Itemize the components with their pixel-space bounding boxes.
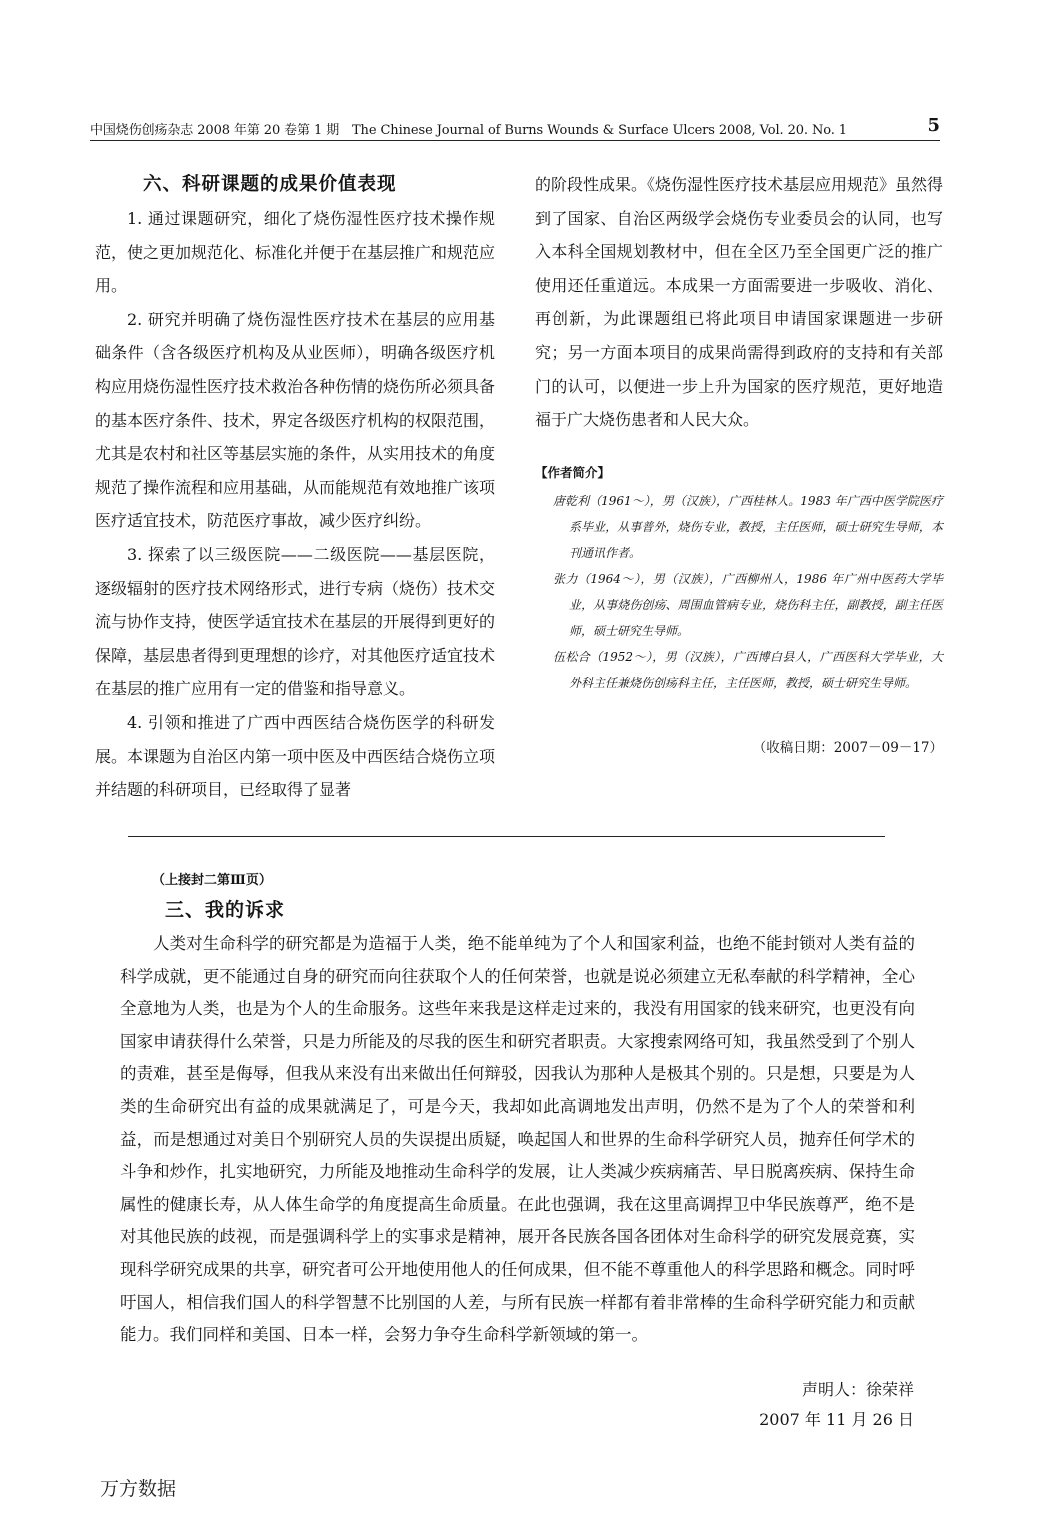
author-profiles-title: 【作者简介】 bbox=[535, 465, 611, 480]
author-profiles bbox=[535, 460, 943, 696]
section-6-title: 六、科研课题的成果价值表现 bbox=[143, 174, 397, 195]
signature: 声明人：徐荣祥 bbox=[801, 1380, 914, 1399]
author-entry: 唐乾利（1961～），男（汉族），广西桂林人。1983 年广西中医学院医疗系毕业，从事普外，烧伤专业，教授，主任医师，硕士研究生导师，本刊通讯作者。 bbox=[553, 494, 943, 560]
left-column bbox=[95, 168, 495, 807]
section-divider bbox=[128, 836, 885, 837]
journal-citation: 中国烧伤创疡杂志 2008 年第 20 卷第 1 期 The Chinese Journal of Burns Wounds & Surface Ulcers 2008, Vol. 20. No. 1 bbox=[90, 123, 847, 138]
page-number: 5 bbox=[927, 115, 940, 136]
continued-note: （上接封二第Ⅲ页） bbox=[152, 873, 272, 888]
section-3-title: 三、我的诉求 bbox=[165, 899, 286, 921]
signature-date: 2007 年 11 月 26 日 bbox=[759, 1410, 914, 1429]
section-6-paragraph-2: 2. 研究并明确了烧伤湿性医疗技术在基层的应用基础条件（含各级医疗机构及从业医师），明确各级医疗机构应用烧伤湿性医疗技术救治各种伤情的烧伤所必须具备的基本医疗条件、技术，界定各级医疗机构的权限范围，尤其是农村和社区等基层实施的条件，从实用技术的角度规范了操作流程和应用基础，从而能规范有效地推广该项医疗适宜技术，防范医疗事故，减少医疗纠纷。 bbox=[95, 309, 496, 531]
section-6-paragraph-1: 1. 通过课题研究，细化了烧伤湿性医疗技术操作规范，使之更加规范化、标准化并便于在基层推广和规范应用。 bbox=[95, 209, 496, 296]
right-column bbox=[535, 168, 943, 437]
running-header bbox=[90, 115, 940, 141]
section-6-paragraph-3: 3. 探索了以三级医院——二级医院——基层医院，逐级辐射的医疗技术网络形式，进行专病（烧伤）技术交流与协作支持，使医学适宜技术在基层的开展得到更好的保障，基层患者得到更理想的诊疗，对其他医疗适宜技术在基层的推广应用有一定的借鉴和指导意义。 bbox=[95, 544, 496, 699]
section-6-paragraph-4-continued: 的阶段性成果。《烧伤湿性医疗技术基层应用规范》虽然得到了国家、自治区两级学会烧伤专业委员会的认同，也写入本科全国规划教材中，但在全区乃至全国更广泛的推广使用还任重道远。本成果一方面需要进一步吸收、消化、再创新，为此课题组已将此项目申请国家课题进一步研究；另一方面本项目的成果尚需得到政府的支持和有关部门的认可，以便进一步上升为国家的医疗规范，更好地造福于广大烧伤患者和人民大众。 bbox=[535, 175, 944, 430]
signature-block bbox=[759, 1375, 914, 1435]
author-entry: 张力（1964～），男（汉族），广西柳州人，1986 年广州中医药大学毕业，从事烧伤创疡、周围血管病专业，烧伤科主任，副教授，副主任医师，硕士研究生导师。 bbox=[553, 572, 943, 638]
received-date: （收稿日期：2007－09－17） bbox=[752, 740, 943, 756]
wanfang-logo: 万方数据 bbox=[100, 1478, 177, 1500]
section-6-paragraph-4: 4. 引领和推进了广西中西医结合烧伤医学的科研发展。本课题为自治区内第一项中医及中西医结合烧伤立项并结题的科研项目，已经取得了显著 bbox=[95, 712, 496, 800]
author-entry: 伍松合（1952～），男（汉族），广西博白县人，广西医科大学毕业，大外科主任兼烧伤创疡科主任，主任医师，教授，硕士研究生导师。 bbox=[553, 650, 943, 690]
statement-paragraph: 人类对生命科学的研究都是为造福于人类，绝不能单纯为了个人和国家利益，也绝不能封锁对人类有益的科学成就，更不能通过自身的研究而向往获取个人的任何荣誉，也就是说必须建立无私奉献的科学精神，全心全意地为人类，也是为个人的生命服务。这些年来我是这样走过来的，我没有用国家的钱来研究，也更没有向国家申请获得什么荣誉，只是力所能及的尽我的医生和研究者职责。大家搜索网络可知，我虽然受到了个别人的责难，甚至是侮辱，但我从来没有出来做出任何辩驳，因我认为那种人是极其个别的。只是想，只要是为人类的生命研究出有益的成果就满足了，可是今天，我却如此高调地发出声明，仍然不是为了个人的荣誉和利益，而是想通过对美日个别研究人员的失误提出质疑，唤起国人和世界的生命科学研究人员，抛弃任何学术的斗争和炒作，扎实地研究，力所能及地推动生命科学的发展，让人类减少疾病痛苦、早日脱离疾病、保持生命属性的健康长寿，从人体生命学的角度提高生命质量。在此也强调，我在这里高调捍卫中华民族尊严，绝不是对其他民族的歧视，而是强调科学上的实事求是精神，展开各民族各国各团体对生命科学的研究发展竞赛，实现科学研究成果的共享，研究者可公开地使用他人的任何成果，但不能不尊重他人的科学思路和概念。同时呼吁国人，相信我们国人的科学智慧不比别国的人差，与所有民族一样都有着非常棒的生命科学研究能力和贡献能力。我们同样和美国、日本一样，会努力争夺生命科学新领域的第一。 bbox=[120, 934, 915, 1345]
statement-section bbox=[120, 870, 915, 1352]
